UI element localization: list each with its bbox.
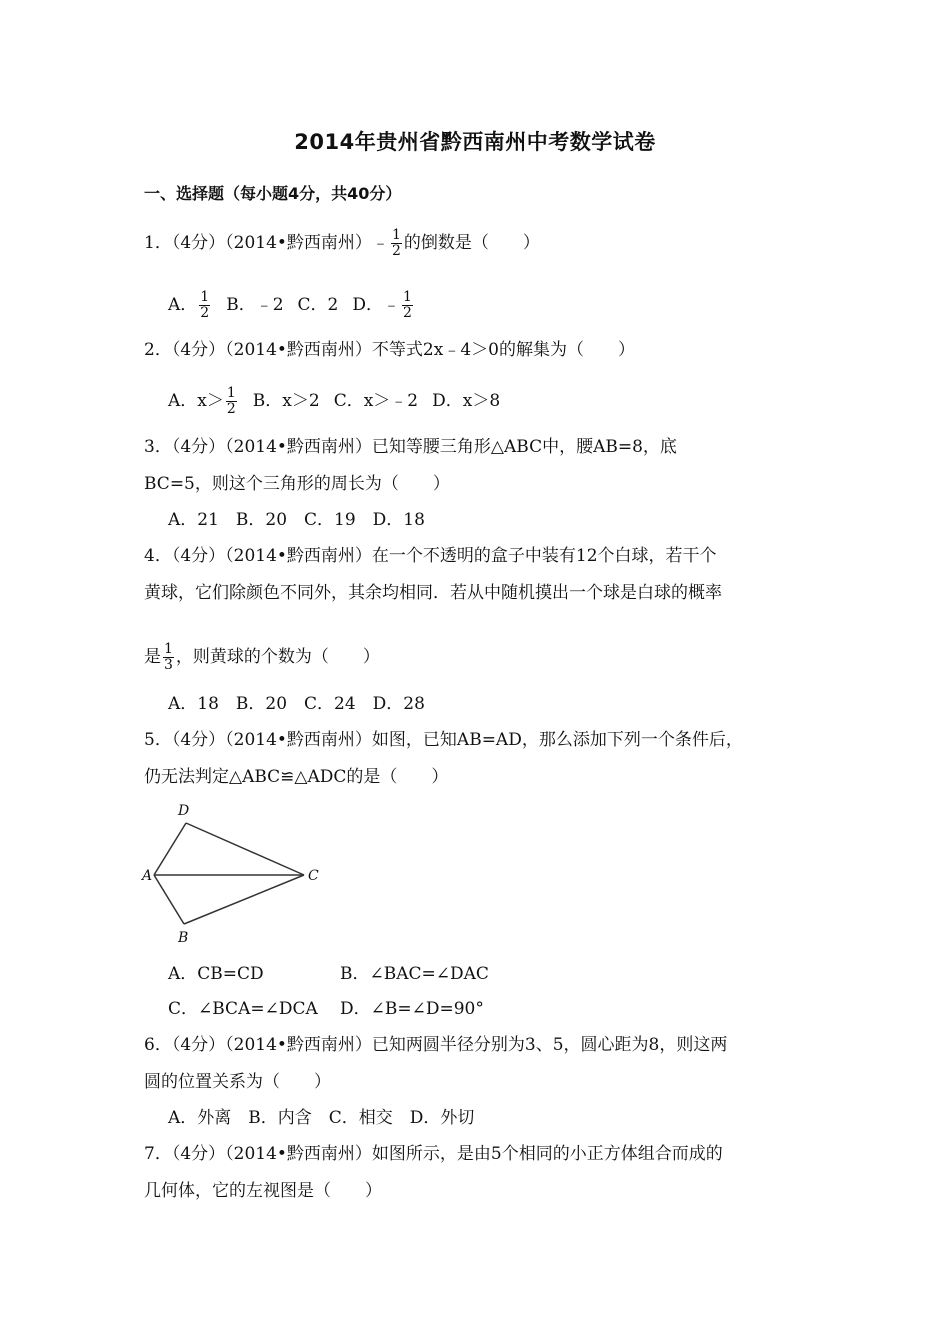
question-1: [144, 228, 540, 259]
q1-option-a-fraction: $\frac{1}{2}$: [200, 289, 210, 321]
q4-line3-prefix: 是: [144, 647, 161, 667]
q1-suffix: 的倒数是（ ）: [403, 233, 540, 253]
q4-options: A．18 B．20 C．24 D．28: [168, 694, 425, 714]
q1-prefix: 1．（4分）（2014•黔西南州）: [144, 233, 372, 253]
question-4-line-3: [144, 642, 380, 673]
vertex-label-b: B: [178, 930, 189, 946]
q1-fraction: $\frac{1}{2}$: [391, 227, 401, 259]
q1-minus: ﹣: [371, 233, 389, 253]
q1-options: [168, 290, 415, 321]
q1-option-a-label: A．: [168, 295, 198, 315]
q5-triangle-figure: [138, 798, 328, 948]
question-6-line-1: 6．（4分）（2014•黔西南州）已知两圆半径分别为3、5，圆心距为8，则这两: [144, 1035, 728, 1055]
question-6-line-2: 圆的位置关系为（ ）: [144, 1072, 331, 1092]
question-4-line-1: 4．（4分）（2014•黔西南州）在一个不透明的盒子中装有12个白球，若干个: [144, 546, 717, 566]
question-7-line-2: 几何体，它的左视图是（ ）: [144, 1181, 382, 1201]
q2-option-a-label: A．x＞: [168, 391, 224, 411]
section-heading: 一、选择题（每小题4分，共40分）: [144, 184, 402, 203]
segment-ad: [154, 823, 186, 875]
segment-dc: [186, 823, 304, 875]
q1-option-d-label: D．﹣: [352, 295, 400, 315]
question-2: 2．（4分）（2014•黔西南州）不等式2x﹣4＞0的解集为（ ）: [144, 340, 635, 360]
segment-bc: [184, 875, 304, 924]
q2-option-a-fraction: $\frac{1}{2}$: [226, 385, 236, 417]
q1-option-b: B．﹣2: [226, 295, 284, 315]
q1-option-d-fraction: $\frac{1}{2}$: [402, 289, 412, 321]
question-5-line-2: 仍无法判定△ABC≌△ADC的是（ ）: [144, 767, 449, 787]
question-5-line-1: 5．（4分）（2014•黔西南州）如图，已知AB=AD，那么添加下列一个条件后，: [144, 730, 743, 750]
q2-option-b: B．x＞2: [252, 391, 320, 411]
q2-options: [168, 386, 500, 417]
q2-option-c: C．x＞﹣2: [333, 391, 419, 411]
q5-option-d: D．∠B=∠D=90°: [340, 999, 484, 1019]
question-7-line-1: 7．（4分）（2014•黔西南州）如图所示，是由5个相同的小正方体组合而成的: [144, 1144, 723, 1164]
vertex-label-c: C: [308, 868, 319, 884]
q4-line3-suffix: ，则黄球的个数为（ ）: [175, 647, 380, 667]
question-3-line-2: BC=5，则这个三角形的周长为（ ）: [144, 474, 450, 494]
vertex-label-a: A: [142, 868, 153, 884]
q5-option-a: A．CB=CD: [168, 964, 264, 984]
vertex-label-d: D: [178, 803, 190, 819]
q4-fraction: $\frac{1}{3}$: [164, 641, 173, 673]
segment-ab: [154, 875, 184, 924]
q2-option-d: D．x＞8: [432, 391, 501, 411]
question-4-line-2: 黄球，它们除颜色不同外，其余均相同．若从中随机摸出一个球是白球的概率: [144, 583, 722, 603]
q5-option-c: C．∠BCA=∠DCA: [168, 999, 318, 1019]
q5-option-b: B．∠BAC=∠DAC: [340, 964, 489, 984]
page-title: 2014年贵州省黔西南州中考数学试卷: [294, 130, 656, 154]
q1-option-c: C．2: [297, 295, 339, 315]
question-3-line-1: 3．（4分）（2014•黔西南州）已知等腰三角形△ABC中，腰AB=8，底: [144, 437, 677, 457]
q6-options: A．外离 B．内含 C．相交 D．外切: [168, 1108, 475, 1128]
q3-options: A．21 B．20 C．19 D．18: [168, 510, 425, 530]
